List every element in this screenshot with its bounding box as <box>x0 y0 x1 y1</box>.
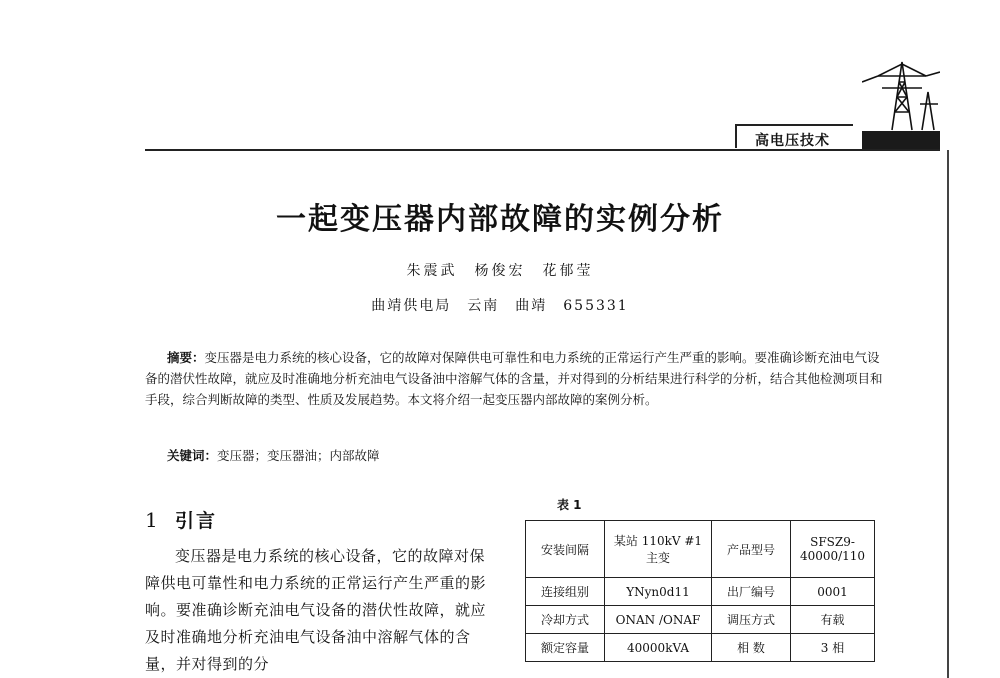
paper-title: 一起变压器内部故障的实例分析 <box>276 202 724 237</box>
spec-table <box>525 520 875 662</box>
header-rule <box>145 149 940 151</box>
table-caption: 表 1 <box>557 498 582 512</box>
keywords-label: 关键词： <box>167 448 218 463</box>
table-row <box>526 606 875 634</box>
table-cell: ONAN /ONAF <box>605 606 712 634</box>
table-cell: 相 数 <box>712 634 791 662</box>
keywords-text: 变压器；变压器油；内部故障 <box>217 448 380 463</box>
header-section-label: 高电压技术 <box>755 133 830 149</box>
section-number: 1 <box>145 508 158 532</box>
table-cell: YNyn0d11 <box>605 578 712 606</box>
table-row <box>526 578 875 606</box>
power-tower-icon <box>862 52 940 132</box>
table-row <box>526 521 875 578</box>
table-cell: 40000kVA <box>605 634 712 662</box>
table-cell: 安装间隔 <box>526 521 605 578</box>
abstract-label: 摘要： <box>167 350 205 365</box>
table-cell: 产品型号 <box>712 521 791 578</box>
table-cell: 调压方式 <box>712 606 791 634</box>
keywords <box>167 446 380 464</box>
table-cell: 冷却方式 <box>526 606 605 634</box>
paper-affiliation: 曲靖供电局 云南 曲靖 655331 <box>371 298 629 314</box>
section-title: 引言 <box>175 510 218 532</box>
section-body: 变压器是电力系统的核心设备，它的故障对保障供电可靠性和电力系统的正常运行产生严重的影响。要准确诊断充油电气设备的潜伏性故障，就应及时准确地分析充油电气设备油中溶解气体的含量，并对得到的分 <box>145 547 487 673</box>
table-cell: SFSZ9-40000/110 <box>791 521 875 578</box>
table-cell: 额定容量 <box>526 634 605 662</box>
paper-authors: 朱震武 杨俊宏 花郁莹 <box>406 263 594 279</box>
header-black-bar <box>862 131 940 150</box>
table-row <box>526 634 875 662</box>
abstract-text: 变压器是电力系统的核心设备，它的故障对保障供电可靠性和电力系统的正常运行产生严重的影响。要准确诊断充油电气设备的潜伏性故障，就应及时准确地分析充油电气设备油中溶解气体的含量，并对得到的分析结果进行科学的分析，结合其他检测项目和手段，综合判断故障的类型、性质及发展趋势。本文将介绍一起变压器内部故障的案例分析。 <box>145 350 883 407</box>
table-cell: 0001 <box>791 578 875 606</box>
table-cell: 出厂编号 <box>712 578 791 606</box>
abstract <box>145 347 883 410</box>
table-cell: 某站 110kV #1 主变 <box>605 521 712 578</box>
section-heading <box>145 506 217 533</box>
table-cell: 连接组别 <box>526 578 605 606</box>
table-cell: 有载 <box>791 606 875 634</box>
table-cell: 3 相 <box>791 634 875 662</box>
